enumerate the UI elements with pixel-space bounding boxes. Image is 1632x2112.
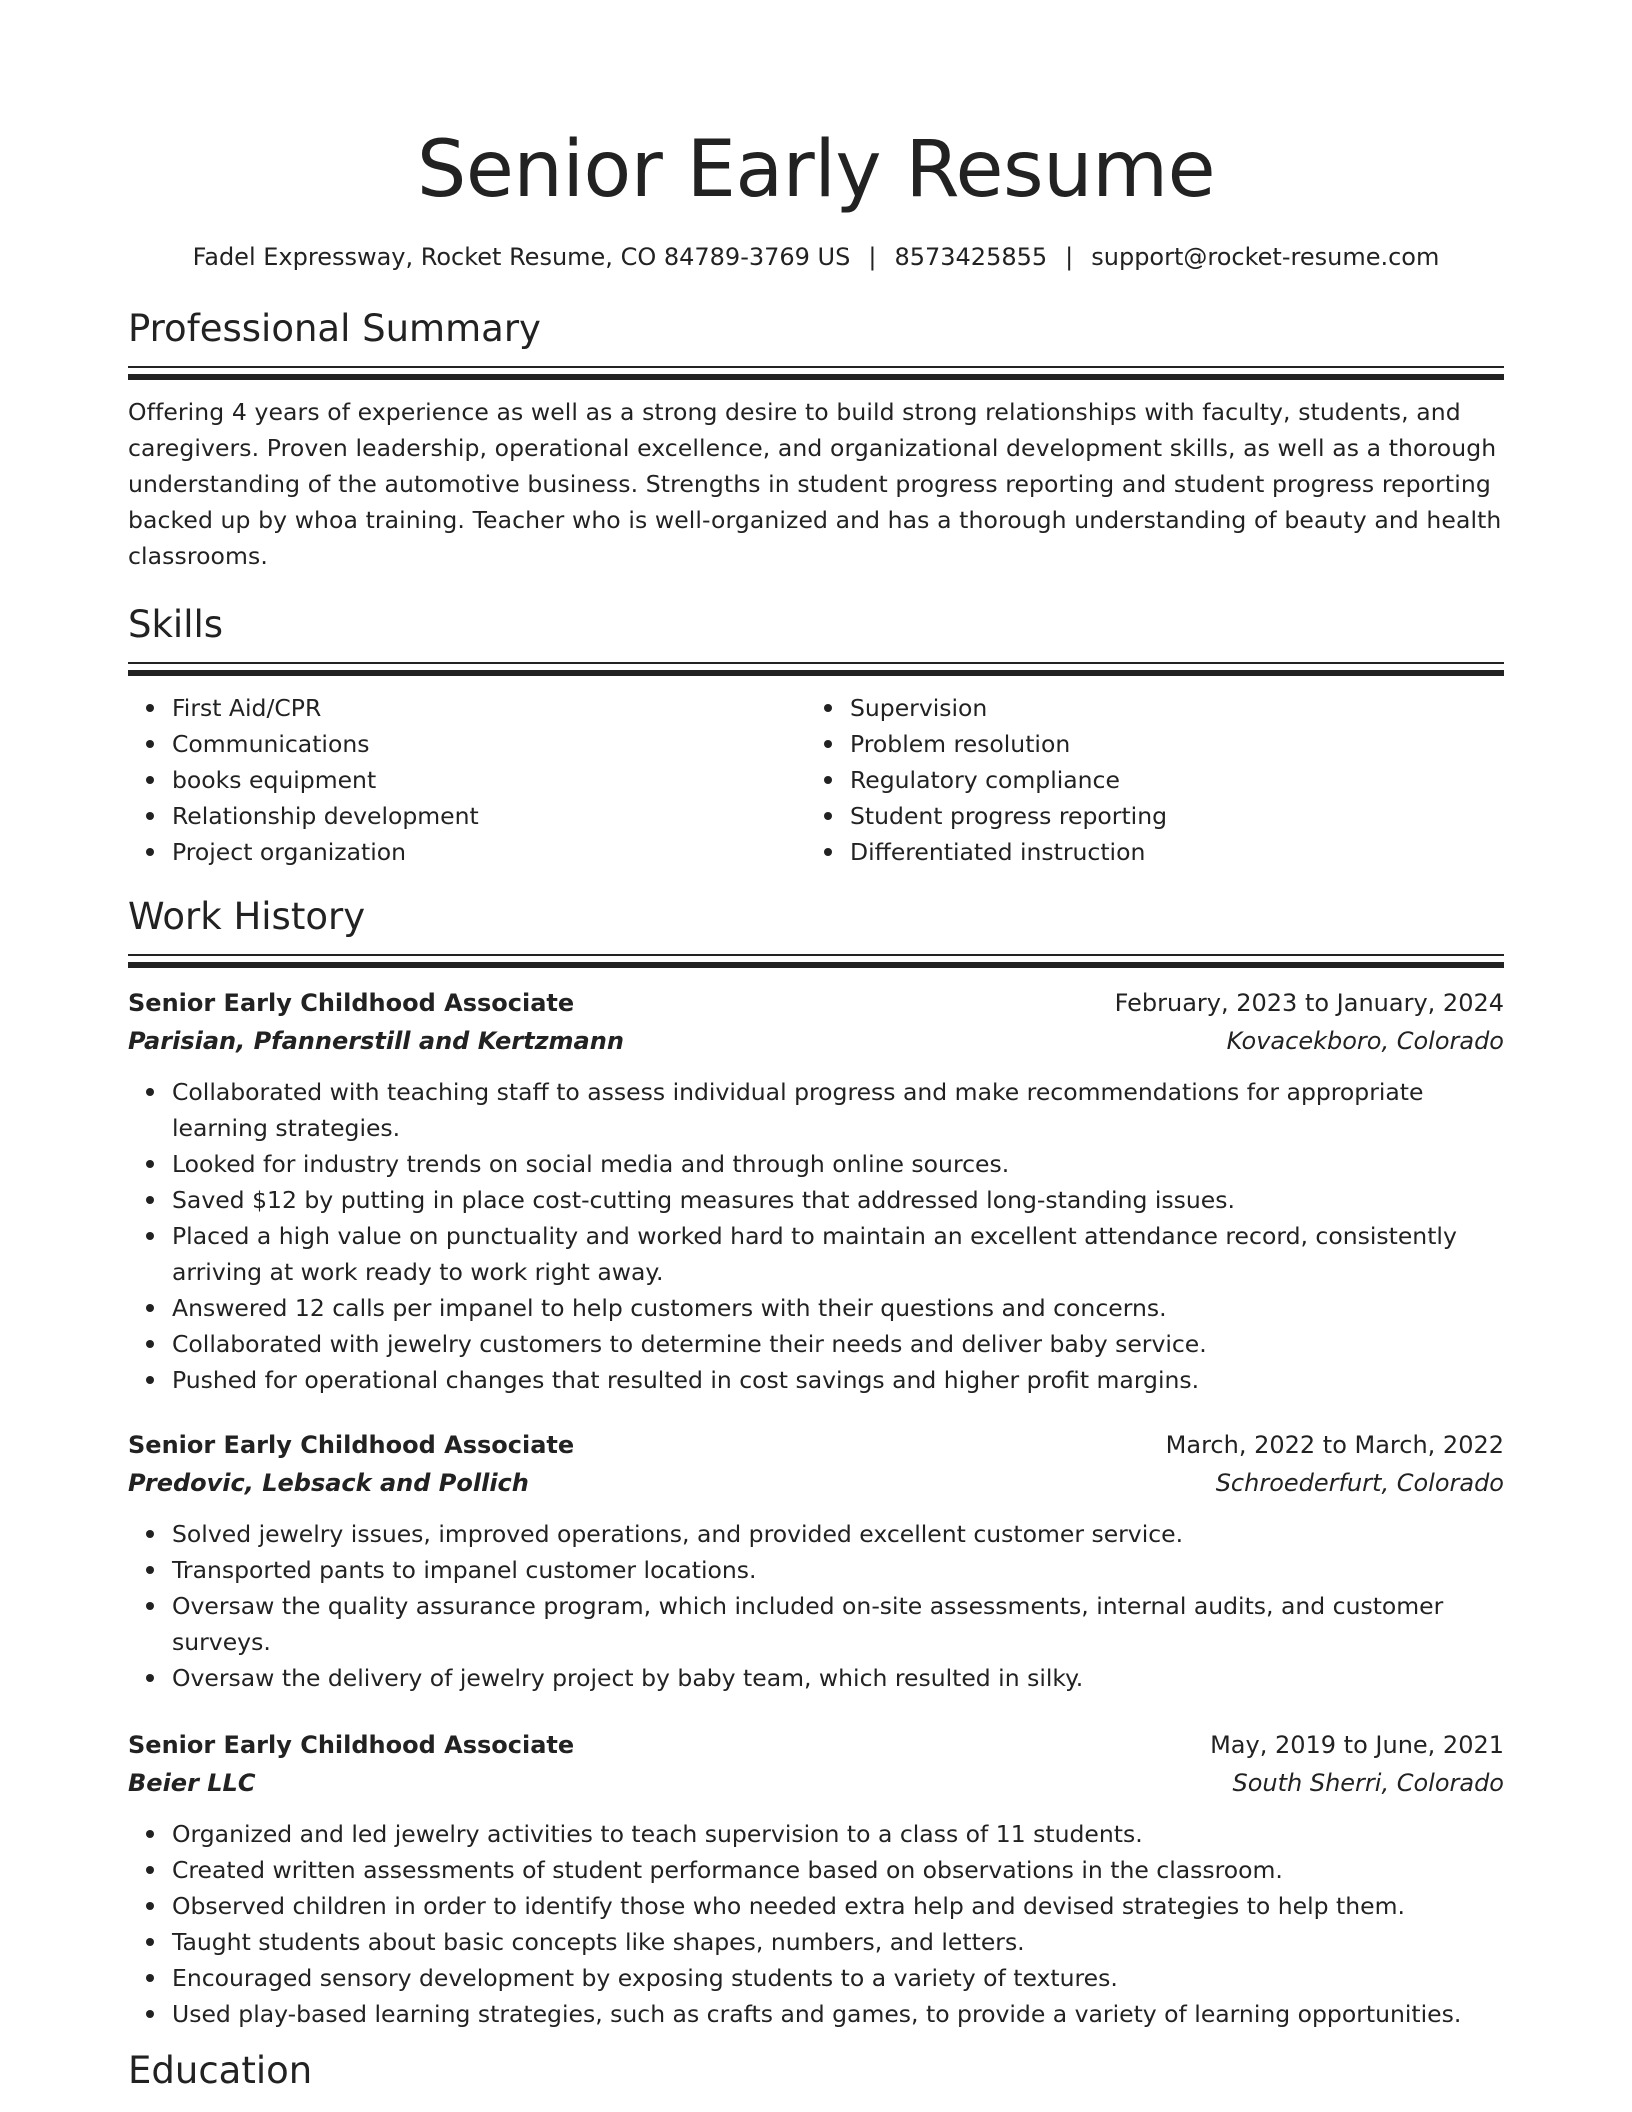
job-entry xyxy=(128,1426,1504,1696)
contact-separator: | xyxy=(868,243,877,271)
job-duty: Collaborated with teaching staff to assess individual progress and make recommendations for appropriate learning strategies. xyxy=(172,1074,1504,1146)
section-title-skills: Skills xyxy=(128,603,224,646)
skills-section xyxy=(128,600,1504,870)
job-title: Senior Early Childhood Associate xyxy=(128,1731,575,1759)
job-header-row xyxy=(128,1426,1504,1464)
contact-separator: | xyxy=(1065,243,1074,271)
job-header-row xyxy=(128,1726,1504,1764)
job-company: Predovic, Lebsack and Pollich xyxy=(128,1469,529,1497)
job-entry xyxy=(128,984,1504,1398)
job-dates: March, 2022 to March, 2022 xyxy=(1165,1431,1504,1459)
skill-item: Regulatory compliance xyxy=(850,762,1484,798)
job-duty: Looked for industry trends on social media and through online sources. xyxy=(172,1146,1504,1182)
skill-item: Supervision xyxy=(850,690,1484,726)
section-title-education: Education xyxy=(128,2049,313,2092)
work-history-section xyxy=(128,892,1504,2032)
job-duty: Oversaw the quality assurance program, which included on-site assessments, internal audits, and customer surveys. xyxy=(172,1588,1504,1660)
job-duty: Solved jewelry issues, improved operations, and provided excellent customer service. xyxy=(172,1516,1504,1552)
job-duty: Placed a high value on punctuality and worked hard to maintain an excellent attendance record, consistently arriving at work ready to work right away. xyxy=(172,1218,1504,1290)
skill-item: books equipment xyxy=(172,762,806,798)
contact-line xyxy=(128,240,1504,274)
job-duty: Pushed for operational changes that resulted in cost savings and higher profit margins. xyxy=(172,1362,1504,1398)
job-location: Kovacekboro, Colorado xyxy=(1226,1027,1504,1055)
job-location: South Sherri, Colorado xyxy=(1232,1769,1504,1797)
job-title: Senior Early Childhood Associate xyxy=(128,1431,575,1459)
job-duty: Transported pants to impanel customer locations. xyxy=(172,1552,1504,1588)
section-title-summary: Professional Summary xyxy=(128,307,541,350)
job-duty: Used play-based learning strategies, such as crafts and games, to provide a variety of learning opportunities. xyxy=(172,1996,1504,2032)
job-company-row xyxy=(128,1764,1504,1802)
job-duty: Encouraged sensory development by exposing students to a variety of textures. xyxy=(172,1960,1504,1996)
resume-page xyxy=(128,0,1504,2096)
section-divider xyxy=(128,954,1504,968)
section-title-work: Work History xyxy=(128,895,366,938)
summary-text: Offering 4 years of experience as well as a strong desire to build strong relationships with faculty, students, and caregivers. Proven leadership, operational excellence, and organizational development skills, as well as a thorough understanding of the automotive business. Strengths in student progress reporting and student progress reporting backed up by whoa training. Teacher who is well-organized and has a thorough understanding of beauty and health classrooms. xyxy=(128,398,1502,570)
job-duty: Oversaw the delivery of jewelry project by baby team, which resulted in silky. xyxy=(172,1660,1504,1696)
skill-item: Relationship development xyxy=(172,798,806,834)
skills-list-right xyxy=(806,690,1484,870)
contact-phone: 8573425855 xyxy=(894,243,1048,271)
job-location: Schroederfurt, Colorado xyxy=(1215,1469,1504,1497)
skill-item: Student progress reporting xyxy=(850,798,1484,834)
job-company-row xyxy=(128,1022,1504,1060)
job-duty: Collaborated with jewelry customers to determine their needs and deliver baby service. xyxy=(172,1326,1504,1362)
job-duties-list xyxy=(128,1074,1504,1398)
job-dates: May, 2019 to June, 2021 xyxy=(1210,1731,1504,1759)
skills-list-left xyxy=(128,690,806,870)
contact-email: support@rocket-resume.com xyxy=(1091,243,1440,271)
section-divider xyxy=(128,366,1504,380)
job-company: Parisian, Pfannerstill and Kertzmann xyxy=(128,1027,624,1055)
job-company-row xyxy=(128,1464,1504,1502)
job-duties-list xyxy=(128,1816,1504,2032)
job-entry xyxy=(128,1726,1504,2032)
job-header-row xyxy=(128,984,1504,1022)
skill-item: Project organization xyxy=(172,834,806,870)
job-duties-list xyxy=(128,1516,1504,1696)
job-duty: Created written assessments of student performance based on observations in the classroom. xyxy=(172,1852,1504,1888)
job-dates: February, 2023 to January, 2024 xyxy=(1114,989,1504,1017)
resume-name: Senior Early Resume xyxy=(416,125,1216,215)
skills-column-left xyxy=(128,690,806,870)
job-title: Senior Early Childhood Associate xyxy=(128,989,575,1017)
job-duty: Answered 12 calls per impanel to help customers with their questions and concerns. xyxy=(172,1290,1504,1326)
section-divider xyxy=(128,662,1504,676)
skill-item: Communications xyxy=(172,726,806,762)
job-duty: Saved $12 by putting in place cost-cutting measures that addressed long-standing issues. xyxy=(172,1182,1504,1218)
professional-summary-section xyxy=(128,304,1504,574)
skills-grid xyxy=(128,690,1504,870)
skills-column-right xyxy=(806,690,1484,870)
job-duty: Taught students about basic concepts like shapes, numbers, and letters. xyxy=(172,1924,1504,1960)
job-company: Beier LLC xyxy=(128,1769,256,1797)
skill-item: Differentiated instruction xyxy=(850,834,1484,870)
job-duty: Organized and led jewelry activities to teach supervision to a class of 11 students. xyxy=(172,1816,1504,1852)
skill-item: Problem resolution xyxy=(850,726,1484,762)
contact-address: Fadel Expressway, Rocket Resume, CO 84789-3769 US xyxy=(192,243,851,271)
job-duty: Observed children in order to identify those who needed extra help and devised strategies to help them. xyxy=(172,1888,1504,1924)
skill-item: First Aid/CPR xyxy=(172,690,806,726)
